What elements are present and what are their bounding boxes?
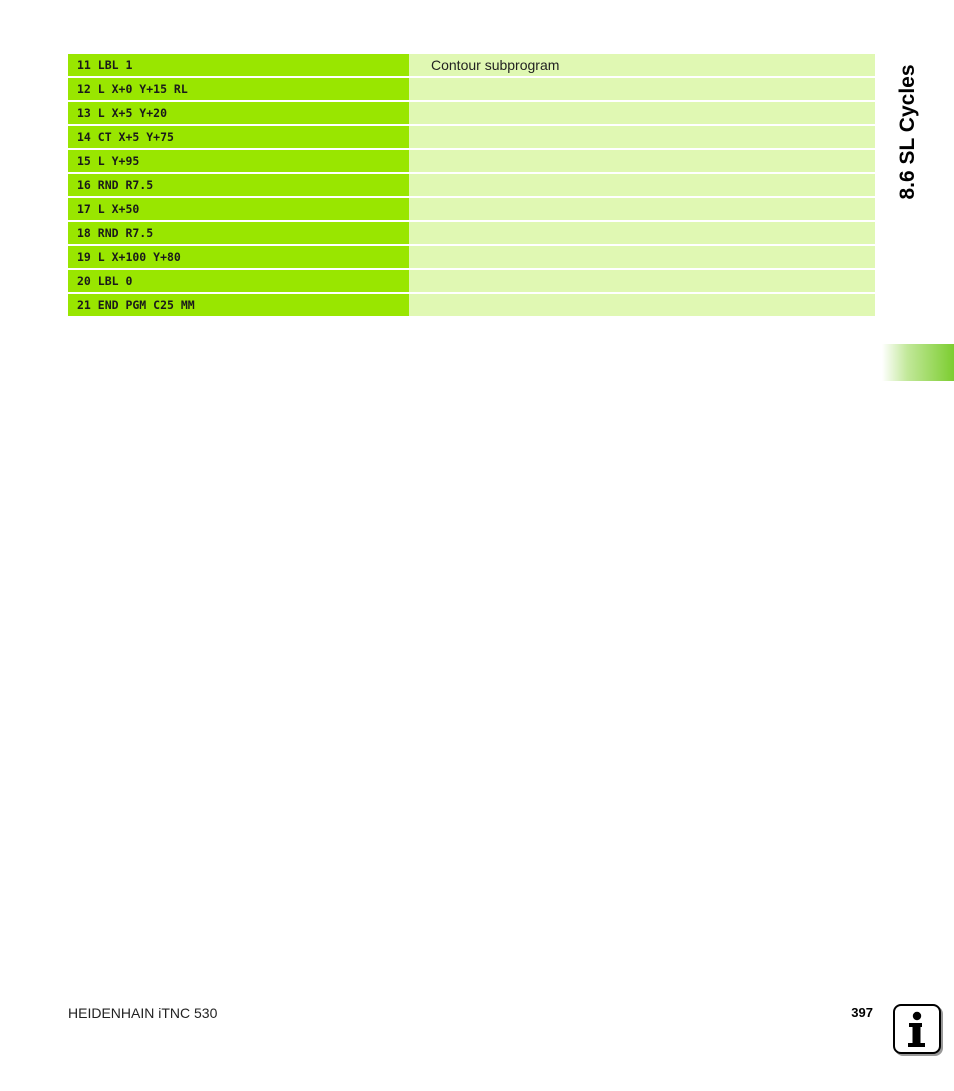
comment-cell bbox=[409, 150, 875, 172]
nc-code-cell: 21 END PGM C25 MM bbox=[68, 294, 409, 316]
comment-cell bbox=[409, 102, 875, 124]
comment-cell bbox=[409, 174, 875, 196]
nc-code-cell: 15 L Y+95 bbox=[68, 150, 409, 172]
program-row bbox=[68, 102, 875, 124]
program-row bbox=[68, 222, 875, 244]
nc-code-cell: 19 L X+100 Y+80 bbox=[68, 246, 409, 268]
nc-code-cell: 14 CT X+5 Y+75 bbox=[68, 126, 409, 148]
comment-cell bbox=[409, 246, 875, 268]
comment-cell bbox=[409, 294, 875, 316]
program-row bbox=[68, 270, 875, 292]
program-row bbox=[68, 78, 875, 100]
nc-code-cell: 13 L X+5 Y+20 bbox=[68, 102, 409, 124]
info-glyph bbox=[895, 1006, 939, 1052]
info-icon bbox=[893, 1004, 941, 1054]
comment-cell bbox=[409, 78, 875, 100]
comment-cell bbox=[409, 198, 875, 220]
comment-cell bbox=[409, 270, 875, 292]
nc-code-cell: 12 L X+0 Y+15 RL bbox=[68, 78, 409, 100]
section-title: 8.6 SL Cycles bbox=[896, 64, 919, 200]
comment-cell bbox=[409, 222, 875, 244]
program-row bbox=[68, 198, 875, 220]
nc-program-table bbox=[68, 54, 875, 318]
program-row bbox=[68, 294, 875, 316]
program-row bbox=[68, 54, 875, 76]
program-row bbox=[68, 126, 875, 148]
footer-product-name: HEIDENHAIN iTNC 530 bbox=[68, 1005, 218, 1021]
nc-code-cell: 11 LBL 1 bbox=[68, 54, 409, 76]
nc-code-cell: 18 RND R7.5 bbox=[68, 222, 409, 244]
program-row bbox=[68, 150, 875, 172]
program-row bbox=[68, 174, 875, 196]
nc-code-cell: 20 LBL 0 bbox=[68, 270, 409, 292]
nc-code-cell: 17 L X+50 bbox=[68, 198, 409, 220]
nc-code-cell: 16 RND R7.5 bbox=[68, 174, 409, 196]
chapter-tab-marker bbox=[882, 344, 954, 381]
page-number: 397 bbox=[851, 1005, 873, 1020]
program-row bbox=[68, 246, 875, 268]
comment-cell bbox=[409, 126, 875, 148]
comment-cell: Contour subprogram bbox=[409, 54, 875, 76]
